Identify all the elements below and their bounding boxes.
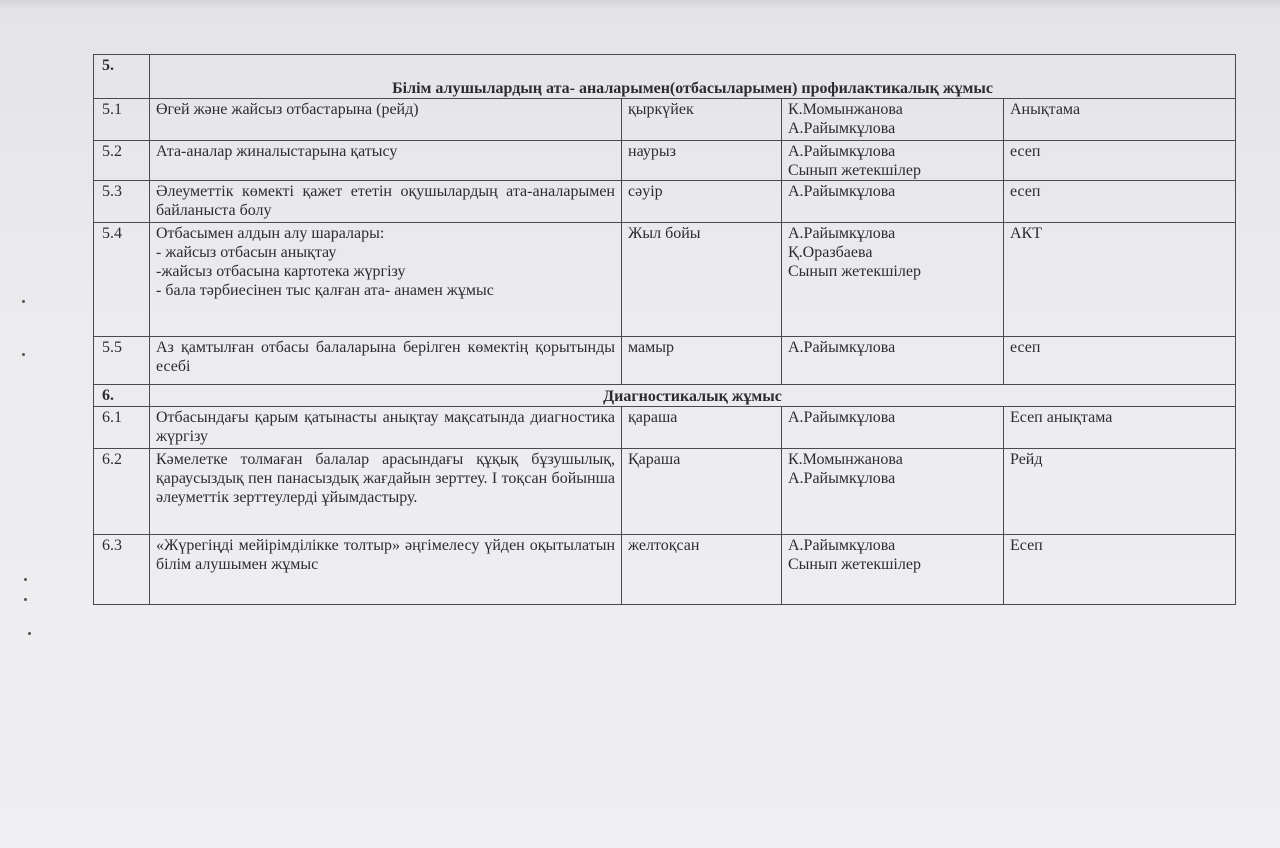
table-row [94, 141, 1236, 181]
row-date: қараша [622, 407, 782, 449]
section-header-row [94, 385, 1236, 407]
row-responsible: А.Райымкұлова [782, 407, 1004, 449]
row-result: Анықтама [1004, 99, 1236, 141]
table-row [94, 99, 1236, 141]
section-number: 6. [94, 385, 150, 407]
row-date: наурыз [622, 141, 782, 181]
row-date: Қараша [622, 449, 782, 535]
row-date: Жыл бойы [622, 223, 782, 337]
row-number: 5.2 [94, 141, 150, 181]
paper-edge-shadow [0, 0, 1280, 10]
section-title: Білім алушылардың ата- аналарымен(отбасыларымен) профилактикалық жұмыс [150, 55, 1236, 99]
row-activity: Әлеуметтік көмекті қажет ететін оқушылардың ата-аналарымен байланыста болу [150, 181, 622, 223]
plan-table-body [94, 55, 1236, 605]
row-responsible: К.Момынжанова А.Райымкұлова [782, 99, 1004, 141]
row-result: есеп [1004, 181, 1236, 223]
row-result: есеп [1004, 337, 1236, 385]
row-number: 5.4 [94, 223, 150, 337]
row-activity: Отбасымен алдын алу шаралары: - жайсыз отбасын анықтау -жайсыз отбасына картотека жүргізу - бала тәрбиесінен тыс қалған ата- анамен жұмыс [150, 223, 622, 337]
row-number: 5.1 [94, 99, 150, 141]
section-header-row [94, 55, 1236, 99]
row-result: Рейд [1004, 449, 1236, 535]
row-result: Есеп [1004, 535, 1236, 605]
row-number: 6.1 [94, 407, 150, 449]
row-number: 6.2 [94, 449, 150, 535]
table-row [94, 337, 1236, 385]
table-row [94, 535, 1236, 605]
table-row [94, 449, 1236, 535]
row-activity: Аз қамтылған отбасы балаларына берілген көмектің қорытынды есебі [150, 337, 622, 385]
table-row [94, 223, 1236, 337]
row-result: АКТ [1004, 223, 1236, 337]
row-responsible: А.Райымкұлова Қ.Оразбаева Сынып жетекшілер [782, 223, 1004, 337]
table-row [94, 407, 1236, 449]
row-date: сәуір [622, 181, 782, 223]
row-activity: «Жүрегіңді мейірімділікке толтыр» әңгімелесу үйден оқытылатын білім алушымен жұмыс [150, 535, 622, 605]
table-row [94, 181, 1236, 223]
row-number: 6.3 [94, 535, 150, 605]
row-activity: Өгей және жайсыз отбастарына (рейд) [150, 99, 622, 141]
row-activity: Ата-аналар жиналыстарына қатысу [150, 141, 622, 181]
row-responsible: А.Райымкұлова Сынып жетекшілер [782, 535, 1004, 605]
section-title: Диагностикалық жұмыс [150, 385, 1236, 407]
row-activity: Отбасындағы қарым қатынасты анықтау мақсатында диагностика жүргізу [150, 407, 622, 449]
row-number: 5.5 [94, 337, 150, 385]
plan-table [93, 54, 1236, 605]
row-responsible: А.Райымкұлова Сынып жетекшілер [782, 141, 1004, 181]
section-number: 5. [94, 55, 150, 99]
row-date: желтоқсан [622, 535, 782, 605]
row-responsible: А.Райымкұлова [782, 181, 1004, 223]
row-number: 5.3 [94, 181, 150, 223]
row-result: есеп [1004, 141, 1236, 181]
row-activity: Кәмелетке толмаған балалар арасындағы құқық бұзушылық, қараусыздық пен панасыздық жағдайын зерттеу. І тоқсан бойынша әлеуметтік зерттеулерді ұйымдастыру. [150, 449, 622, 535]
row-result: Есеп анықтама [1004, 407, 1236, 449]
row-date: қыркүйек [622, 99, 782, 141]
row-responsible: К.Момынжанова А.Райымкұлова [782, 449, 1004, 535]
row-responsible: А.Райымкұлова [782, 337, 1004, 385]
row-date: мамыр [622, 337, 782, 385]
